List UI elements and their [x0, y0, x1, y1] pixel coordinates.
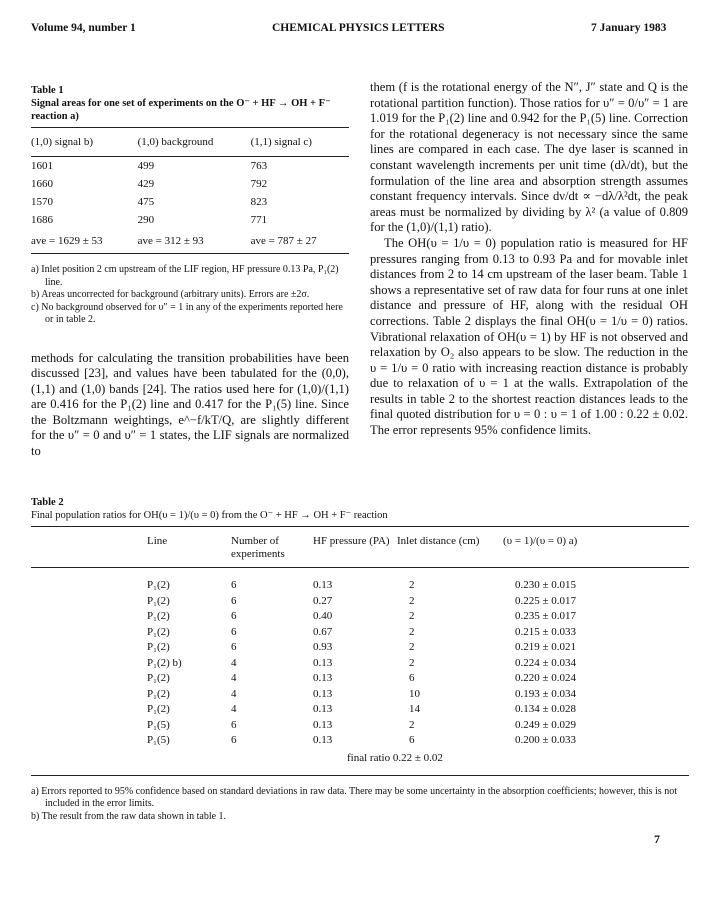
table2-column-header: Line [147, 535, 168, 547]
table-cell: 6 [231, 734, 237, 746]
table1-footnotes [31, 264, 349, 327]
page-number: 7 [654, 832, 660, 846]
table2-caption: Final population ratios for OH(υ = 1)/(υ = 0) from the O⁻ + HF → OH + F⁻ reaction [31, 510, 388, 521]
table-row [31, 656, 689, 672]
table-cell: 0.93 [313, 641, 333, 653]
table2-spacer [31, 568, 147, 594]
table-cell: 6 [231, 594, 237, 607]
table-cell: 6 [231, 718, 237, 731]
table-cell: 4 [231, 703, 237, 715]
table-cell: 0.200 ± 0.033 [515, 734, 577, 746]
table2-spacer [31, 702, 147, 718]
left-body-text: methods for calculating the transition probabilities have been discussed [23], and values have been tabulated for the (0,0), (1,1) and (1,0) bands [24]. The ratios used here for (1,0)/(1,1) are 0.416 for the P₁(2) line and 0.417 for the P₁(5) line. Since the Boltzmann weightings, e^−f/kT/Q, are slightly different for the υ″ = 0 and υ″ = 1 states, the LIF signals are normalized to [31, 350, 349, 459]
table-cell: P₁(2) [147, 641, 170, 653]
table-cell: 0.13 [313, 718, 333, 731]
right-paragraph-1: them (f is the rotational energy of the N″, J″ state and Q is the rotational partition function). Those ratios for υ″ = 0/υ″ = 1 are 1.019 for the P₁(2) line and 0.942 for the P₁(5) line. Correction for the rotational degeneracy is not necessary since the same lines are compared in each case. The dye laser is scanned in constant wavelength increments per unit time (dλ/dt), but the formulation of the line area and absorption strength assumes constant frequency intervals. Since dν/dt ∝ −dλ/λ²dt, the peak areas must be normalized by dividing by λ² (a value of 0.809 for the (1,0)/(1,1) ratio). [370, 80, 688, 235]
table2-column-header: Number of experiments [231, 535, 285, 560]
left-column [31, 84, 349, 460]
table-cell: ave = 312 ± 93 [138, 229, 251, 254]
table-cell: P₁(2) [147, 672, 170, 684]
table-cell: 0.249 ± 0.029 [515, 718, 577, 731]
volume-number: Volume 94, number 1 [31, 22, 136, 34]
right-column [370, 80, 688, 439]
table-cell: 475 [137, 196, 155, 208]
table-cell: 6 [231, 641, 237, 653]
table-cell: P₁(2) [147, 579, 170, 591]
table1-footnote: a) Inlet position 2 cm upstream of the LIF region, HF pressure 0.13 Pa, P₁(2) line. [31, 264, 339, 288]
table-cell: 0.13 [313, 656, 333, 669]
table-cell: 0.13 [313, 703, 333, 715]
table-cell: 0.193 ± 0.034 [515, 687, 577, 700]
table1-caption: Signal areas for one set of experiments on the O⁻ + HF → OH + F⁻ reaction a) [31, 98, 331, 122]
table-cell: 792 [250, 178, 268, 190]
table-cell: P₁(2) [147, 703, 170, 715]
table2-column-header: HF pressure (PA) [313, 535, 390, 547]
table-cell: 771 [250, 214, 268, 226]
table2-footnote: a) Errors reported to 95% confidence based on standard deviations in raw data. There may be some uncertainty in the absorption coefficients; however, this is not included in the error limits. [31, 785, 677, 809]
table1-column-header: (1,0) signal b) [31, 136, 94, 148]
table2-spacer [31, 733, 147, 749]
table-cell: 2 [409, 641, 415, 653]
right-paragraph-2: The OH(υ = 1/υ = 0) population ratio is measured for HF pressures ranging from 0.13 to 0.93 Pa and for movable inlet distances from 2 to 14 cm upstream of the laser beam. Table 1 shows a representative set of raw data for four runs at one inlet distance and pressure of HF, along with the residual OH corrections. Table 2 displays the final OH(υ = 1/υ = 0) ratios. Vibrational relaxation of OH(υ = 1) by HF is not observed and relaxation by O₂ also appears to be slow. The reduction in the υ = 1/υ = 0 ratio with increasing reaction distance is probably due to relaxation of υ = 1 at the walls. Extrapolation of the results in table 2 to the shortest reaction distances leads to the final quoted distribution for υ = 0 : υ = 1 of 1.00 : 0.22 ± 0.02. The error represents 95% confidence limits. [370, 235, 688, 438]
table2-spacer [31, 527, 147, 568]
table-cell: 2 [409, 610, 415, 622]
table-cell: 6 [231, 579, 237, 591]
table-cell: P₁(2) [147, 594, 170, 607]
table2-spacer [31, 687, 147, 703]
table1 [31, 127, 349, 254]
table2 [31, 526, 689, 776]
table-row [31, 625, 689, 641]
table-cell: 0.13 [313, 687, 333, 700]
table2-column-header: Inlet distance (cm) [397, 535, 480, 547]
table2-body [31, 568, 689, 749]
table-row [31, 640, 689, 656]
table2-label: Table 2 [31, 497, 64, 508]
table-cell: 0.225 ± 0.017 [515, 594, 577, 607]
table-cell: 0.230 ± 0.015 [515, 579, 577, 591]
table-cell: 0.27 [313, 594, 333, 607]
table-cell: 2 [409, 594, 415, 607]
table-cell: 1660 [31, 178, 53, 190]
table-cell: 2 [409, 579, 415, 591]
table1-body [31, 157, 349, 254]
table-row [31, 718, 689, 734]
journal-name: CHEMICAL PHYSICS LETTERS [272, 22, 445, 34]
table-cell: 2 [409, 625, 415, 638]
table-cell: P₁(2) b) [147, 656, 182, 669]
table1-label: Table 1 [31, 85, 64, 96]
table-cell: 1601 [31, 160, 53, 172]
table-cell: 6 [231, 610, 237, 622]
table-cell: 290 [137, 214, 155, 226]
table-cell: 499 [137, 160, 155, 172]
table-cell: 0.220 ± 0.024 [515, 672, 577, 684]
table2-spacer [31, 671, 147, 687]
table-cell: ave = 787 ± 27 [251, 229, 349, 254]
table2-spacer [31, 640, 147, 656]
table-cell: 0.13 [313, 734, 333, 746]
table2-spacer [31, 625, 147, 641]
table1-footnote: c) No background observed for υ″ = 1 in any of the experiments reported here or in table 2. [31, 301, 343, 325]
table-row [31, 594, 689, 610]
table-cell: 0.219 ± 0.021 [515, 641, 577, 653]
table-cell: 4 [231, 656, 237, 669]
table-cell: 4 [231, 672, 237, 684]
table-cell: 2 [409, 718, 415, 731]
table-row [31, 687, 689, 703]
table1-footnote: b) Areas uncorrected for background (arbitrary units). Errors are ±2σ. [31, 289, 310, 300]
table-cell: 6 [231, 625, 237, 638]
table-cell: 0.215 ± 0.033 [515, 625, 577, 638]
table-cell: 6 [409, 734, 415, 746]
table-row [31, 733, 689, 749]
table-row [31, 229, 349, 254]
table-cell: 14 [409, 703, 420, 715]
table-cell: 0.13 [313, 672, 333, 684]
table-cell: 0.67 [313, 625, 333, 638]
table-cell: 0.134 ± 0.028 [515, 703, 577, 715]
table-cell: 0.224 ± 0.034 [515, 656, 577, 669]
table-cell: P₁(5) [147, 734, 170, 746]
table-row [31, 568, 689, 594]
table-cell: 763 [250, 160, 268, 172]
table-cell: 4 [231, 687, 237, 700]
table-cell: 823 [250, 196, 268, 208]
table2-block [31, 496, 689, 823]
table-cell: 1570 [31, 196, 53, 208]
table2-spacer [31, 609, 147, 625]
issue-date: 7 January 1983 [591, 22, 667, 34]
table-cell: P₁(2) [147, 625, 170, 638]
table-cell: 6 [409, 672, 415, 684]
table-cell: 0.13 [313, 579, 333, 591]
table-row [31, 702, 689, 718]
table2-spacer [31, 656, 147, 672]
table-row [31, 609, 689, 625]
table-row [31, 211, 349, 229]
table2-final-ratio: final ratio 0.22 ± 0.02 [347, 751, 443, 764]
table-cell: 0.40 [313, 610, 333, 622]
table-cell: 10 [409, 687, 420, 700]
table2-footnotes [31, 786, 689, 824]
table-cell: 429 [137, 178, 155, 190]
table-cell: P₁(2) [147, 687, 170, 700]
table2-header-row [31, 527, 689, 568]
table1-column-header: (1,0) background [137, 136, 214, 148]
table-cell: 1686 [31, 214, 53, 226]
table-row [31, 671, 689, 687]
table-cell: P₁(2) [147, 610, 170, 622]
table-cell: ave = 1629 ± 53 [31, 229, 138, 254]
table-cell: 0.235 ± 0.017 [515, 610, 577, 622]
table-row [31, 193, 349, 211]
table-cell: 2 [409, 656, 415, 669]
table-cell: P₁(5) [147, 718, 170, 731]
table1-header-row [31, 128, 349, 157]
table2-spacer [31, 718, 147, 734]
table2-footnote: b) The result from the raw data shown in table 1. [31, 810, 227, 822]
table-row [31, 157, 349, 176]
table2-spacer [31, 594, 147, 610]
table1-column-header: (1,1) signal c) [250, 136, 312, 148]
table-row [31, 175, 349, 193]
table2-column-header: (υ = 1)/(υ = 0) a) [503, 535, 578, 547]
